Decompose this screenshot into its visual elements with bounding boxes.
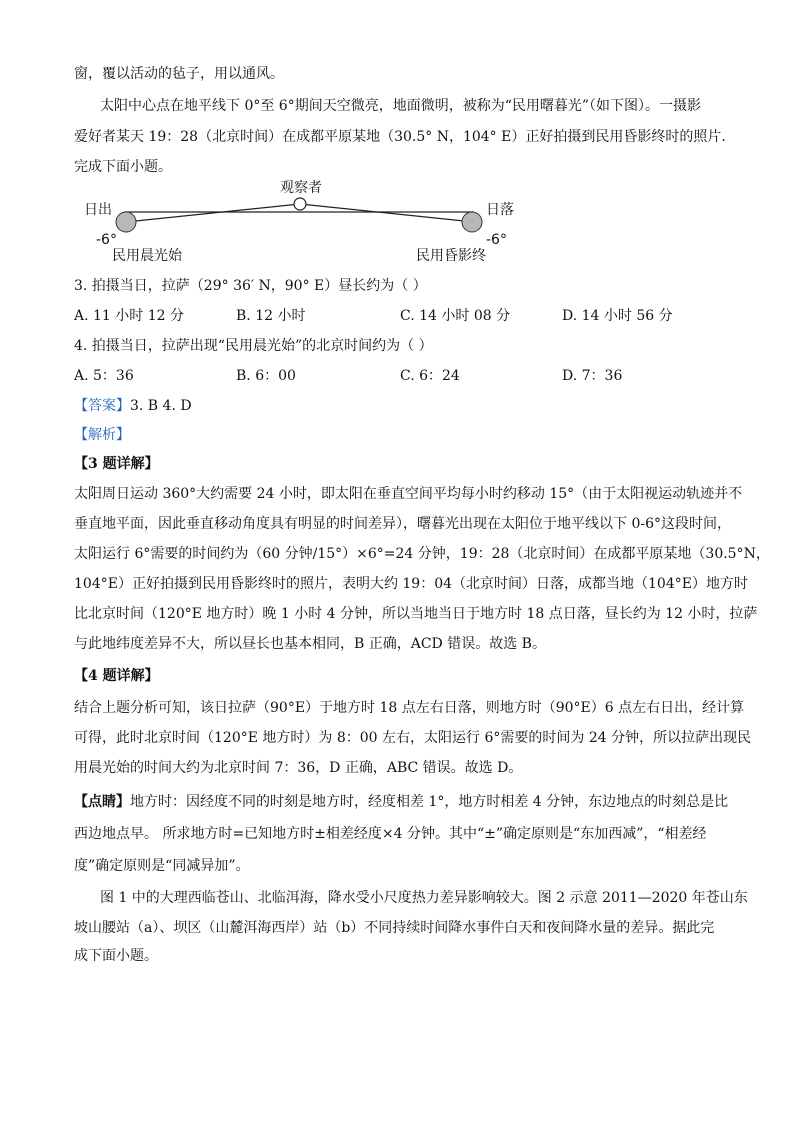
sunrise-label: 日出 bbox=[84, 202, 112, 218]
detail-3-line-2: 垂直地平面，因此垂直移动角度具有明显的时间差异），曙暮光出现在太阳位于地平线以下 0-6°这段时间， bbox=[74, 516, 731, 532]
intro-line-4: 完成下面小题。 bbox=[74, 159, 172, 175]
sun-dawn-icon bbox=[116, 212, 136, 232]
dusk-end-label: 民用昏影终 bbox=[416, 248, 486, 264]
observer-icon bbox=[294, 198, 306, 210]
sun-dusk-icon bbox=[462, 212, 482, 232]
dawn-start-label: 民用晨光始 bbox=[112, 248, 182, 264]
observer-label: 观察者 bbox=[280, 180, 322, 196]
q3-option-a[interactable]: A. 11 小时 12 分 bbox=[74, 308, 184, 324]
q4-option-d[interactable]: D. 7：36 bbox=[562, 368, 623, 384]
q4-option-b[interactable]: B. 6：00 bbox=[236, 368, 296, 384]
tip-line-3: 度”确定原则是“同减异加”。 bbox=[74, 858, 250, 874]
detail-3-line-1: 太阳周日运动 360°大约需要 24 小时，即太阳在垂直空间平均每小时约移动 15°（由于太阳视运动轨迹并不 bbox=[74, 486, 743, 502]
q4-option-a[interactable]: A. 5：36 bbox=[74, 368, 134, 384]
next-intro-line-3: 成下面小题。 bbox=[74, 948, 158, 964]
next-intro-line-1: 图 1 中的大理西临苍山、北临洱海，降水受小尺度热力差异影响较大。图 2 示意 2011—2020 年苍山东 bbox=[100, 890, 748, 906]
analysis-tag: 【解析】 bbox=[74, 427, 130, 443]
detail-3-line-5: 比北京时间（120°E 地方时）晚 1 小时 4 分钟，所以当地当日于地方时 18 点日落，昼长约为 12 小时，拉萨 bbox=[74, 606, 758, 622]
answer-line bbox=[74, 396, 192, 416]
detail-3-title: 【3 题详解】 bbox=[74, 456, 159, 472]
answer-tag: 【答案】 bbox=[74, 398, 130, 414]
dusk-sightline bbox=[300, 204, 474, 222]
q4-option-c[interactable]: C. 6：24 bbox=[400, 368, 460, 384]
tip-line-2: 西边地点早。 所求地方时=已知地方时±相差经度×4 分钟。其中“±”确定原则是“东加西减”，“相差经 bbox=[74, 826, 707, 842]
detail-4-line-3: 用晨光始的时间大约为北京时间 7：36，D 正确，ABC 错误。故选 D。 bbox=[74, 760, 523, 776]
detail-4-line-2: 可得，此时北京时间（120°E 地方时）为 8：00 左右，太阳运行 6°需要的时间为 24 分钟，所以拉萨出现民 bbox=[74, 730, 752, 746]
detail-3-line-4: 104°E）正好拍摄到民用昏影终时的照片，表明大约 19：04（北京时间）日落，成都当地（104°E）地方时 bbox=[74, 576, 748, 592]
intro-line-3: 爱好者某天 19：28（北京时间）在成都平原某地（30.5° N，104° E）正好拍摄到民用昏影终时的照片. bbox=[74, 129, 726, 145]
intro-line-2: 太阳中心点在地平线下 0°至 6°期间天空微亮，地面微明，被称为“民用曙暮光”（如下图）。一摄影 bbox=[100, 98, 702, 114]
intro-line-1: 窗，覆以活动的毡子，用以通风。 bbox=[74, 66, 284, 82]
detail-4-title: 【4 题详解】 bbox=[74, 668, 159, 684]
tip-line-1 bbox=[74, 792, 728, 812]
right-angle-label: -6° bbox=[486, 232, 507, 248]
answer-text: 3. B 4. D bbox=[130, 398, 192, 414]
tip-tag: 【点睛】 bbox=[74, 794, 130, 810]
twilight-diagram bbox=[74, 178, 534, 270]
question-4-stem: 4. 拍摄当日，拉萨出现“民用晨光始”的北京时间约为（ ） bbox=[74, 338, 433, 354]
detail-4-line-1: 结合上题分析可知，该日拉萨（90°E）于地方时 18 点左右日落，则地方时（90°E）6 点左右日出，经计算 bbox=[74, 700, 745, 716]
next-intro-line-2: 坡山腰站（a）、坝区（山麓洱海西岸）站（b）不同持续时间降水事件白天和夜间降水量的差异。据此完 bbox=[74, 920, 715, 936]
question-3-stem: 3. 拍摄当日，拉萨（29° 36′ N，90° E）昼长约为（ ） bbox=[74, 278, 427, 294]
tip-text-1: 地方时：因经度不同的时刻是地方时，经度相差 1°，地方时相差 4 分钟，东边地点的时刻总是比 bbox=[130, 794, 729, 810]
q3-option-c[interactable]: C. 14 小时 08 分 bbox=[400, 308, 511, 324]
q3-option-d[interactable]: D. 14 小时 56 分 bbox=[562, 308, 673, 324]
left-angle-label: -6° bbox=[96, 232, 117, 248]
q3-option-b[interactable]: B. 12 小时 bbox=[236, 308, 306, 324]
detail-3-line-6: 与此地纬度差异不大，所以昼长也基本相同，B 正确，ACD 错误。故选 B。 bbox=[74, 636, 546, 652]
detail-3-line-3: 太阳运行 6°需要的时间约为（60 分钟/15°）×6°=24 分钟，19：28（北京时间）在成都平原某地（30.5°N， bbox=[74, 546, 770, 562]
sunset-label: 日落 bbox=[486, 202, 514, 218]
dawn-sightline bbox=[126, 204, 300, 222]
